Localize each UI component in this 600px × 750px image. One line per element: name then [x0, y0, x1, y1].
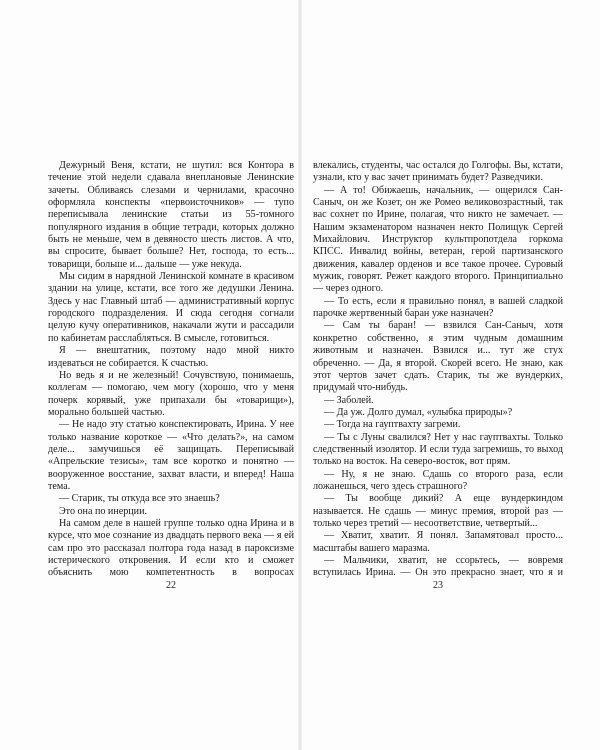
paragraph: — Заболей. [324, 394, 374, 406]
paragraph: Но ведь я и не железный! Сочувствую, понимаешь, коллегам — помогаю, чем могу (хорошо, что у меня почерк корявый, уже припахали бы «товарищи»), морально большей частью. [48, 369, 294, 418]
paragraph: Дежурный Веня, кстати, не шутил: вся Контора в течение этой недели сдавала внеплановые Ленинские зачеты. Обливаясь слезами и чернилами, красочно оформляла конспекты «первоисточников» — тупо переписывала ленинские статьи из 55-томного популярного издания в общие тетради, которых должно быть не меньше, чем в девяносто шесть листов. А что, вы спросите, бывает больше? Нет, господа, то есть... товарищи, больше и... дальше — уже некуда. [48, 160, 294, 270]
paragraph: На самом деле в нашей группе только одна Ирина и в курсе, что мое сознание из двадцать первого века — я ей сам про это рассказал полтора года назад в пароксизме истерического откровения. И если кто и сможет объяснить мою компетентность в вопросах [48, 517, 294, 579]
paragraph: — Ты вообще дикий? А еще вундеркиндом называется. Не сдашь — минус премия, второй раз — только через третий — несоответствие, четвертый... [313, 493, 563, 529]
right-page-text [313, 160, 563, 580]
paragraph: — Да уж. Долго думал, «улыбка природы»? [324, 406, 513, 418]
paragraph: — Хватит, хватит. Я понял. Запамятовал просто... масштабы вашего маразма. [313, 530, 563, 554]
paragraph: — То есть, если я правильно понял, в вашей сладкой парочке жертвенный баран уже назначен? [313, 295, 563, 320]
left-page-text [48, 160, 294, 580]
paragraph: Я — внештатник, поэтому надо мной никто издеваться не собирается. К счастью. [48, 345, 294, 369]
paragraph: — Старик, ты откуда все это знаешь? [59, 493, 220, 505]
paragraph: — Ты с Луны свалился? Нет у нас гауптвахты. Только следственный изолятор. И если туда загремишь, то выход только на восток. На северо-восток, вот прям. [313, 431, 563, 468]
paragraph: влекались, студенты, час остался до Голгофы. Вы, кстати, узнали, кто у вас зачет принимать будет? Разведчики. [313, 160, 563, 184]
paragraph: — Не надо эту статью конспектировать, Ирина. У нее только название короткое — «Что делать?», на самом деле... замучишься её защищать. Переписывай «Апрельские тезисы», там все коротко и понятно — вооруженное восстание, захват власти, и вперед! Наша тема. [48, 419, 294, 492]
paragraph: — Сам ты баран! — взвился Сан-Саныч, хотя конкретно собственно, я этим чудным домашним животным и назначен. Взвился и... тут же стух обреченно. — Да, я второй. Скорей всего. Не знаю, как этот чертов зачет сдать. Старик, ты же вундерких, придумай что-нибудь. [313, 320, 563, 394]
paragraph: Это она по инерции. [59, 505, 147, 517]
paragraph: — Тогда на гауптвахту загреми. [324, 419, 461, 431]
paragraph: Мы сидим в нарядной Ленинской комнате в красивом здании на улице, кстати, все того же дедушки Ленина. Здесь у нас Главный штаб — административный корпус городского подразделения. И сюда сегодня согнали целую кучу оперативников, накачали жути и рассадили по кабинетам расслабляться. В смысле, готовиться. [48, 271, 294, 344]
paragraph: — Мальчики, хватит, не ссорьтесь, — вовремя вступилась Ирина. — Он это прекрасно знает, что я и [313, 555, 563, 579]
left-page-number: 22 [166, 580, 176, 591]
paragraph: — Ну, я не знаю. Сдашь со второго раза, если ложанешься, чего здесь страшного? [313, 468, 563, 492]
right-page-number: 23 [433, 580, 443, 591]
paragraph: — А то! Обижаешь, начальник, — ощерился Сан-Саныч, он же Козет, он же Ромео великовозрастный, так вас сохнет по Ирине, полагая, что никто не замечает. — Нашим экзаменатором назначен некто Полищук Сергей Михайлович. Инструктор культпропотдела горкома КПСС. Инвалид войны, ветеран, герой партизанского движения, кавалер орденов и все такое прочее. Суровый мужик, говорят. Режет каждого второго. Принципиально — через одного. [313, 184, 563, 295]
book-gutter [298, 0, 302, 750]
